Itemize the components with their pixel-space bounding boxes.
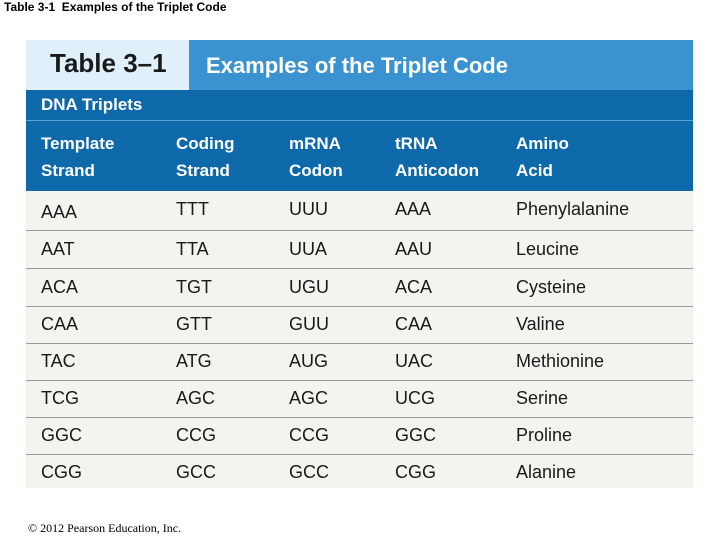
cell-coding: TTA (176, 239, 209, 259)
column-header-row (26, 120, 693, 191)
cell-template: CAA (41, 314, 79, 334)
cell-coding: CCG (176, 425, 216, 445)
header-coding-strand (176, 130, 235, 184)
header-mrna-codon (289, 130, 343, 184)
cell-template: GGC (41, 425, 83, 445)
cell-trna: UCG (395, 388, 435, 408)
header-line: mRNA (289, 134, 341, 153)
header-line: Amino (516, 134, 569, 153)
cell-mrna: AGC (289, 388, 329, 408)
header-line: Anticodon (395, 161, 480, 180)
cell-amino-acid: Alanine (516, 462, 577, 482)
cell-mrna: CCG (289, 425, 329, 445)
cell-coding: AGC (176, 388, 216, 408)
cell-coding: GCC (176, 462, 216, 482)
header-line: Strand (176, 161, 230, 180)
cell-trna: CAA (395, 314, 433, 334)
slide-title: Table 3-1 Examples of the Triplet Code (4, 0, 227, 14)
triplet-code-table (26, 40, 693, 488)
cell-mrna: GUU (289, 314, 329, 334)
cell-amino-acid: Phenylalanine (516, 199, 630, 219)
cell-amino-acid: Serine (516, 388, 569, 408)
table-number-box (26, 40, 189, 90)
table-row (26, 417, 693, 455)
cell-template: ACA (41, 277, 79, 297)
cell-template: AAT (41, 239, 75, 259)
header-line: Coding (176, 134, 235, 153)
table-row (26, 306, 693, 344)
cell-amino-acid: Leucine (516, 239, 580, 259)
table-row (26, 380, 693, 418)
header-amino-acid (516, 130, 569, 184)
table-row (26, 269, 693, 307)
table-row (26, 343, 693, 381)
cell-mrna: UUA (289, 239, 328, 259)
cell-trna: ACA (395, 277, 433, 297)
cell-trna: AAA (395, 199, 432, 219)
cell-trna: UAC (395, 351, 434, 371)
table-caption: Examples of the Triplet Code (206, 53, 508, 78)
table-title-bar (26, 40, 693, 90)
table-number: Table 3–1 (50, 48, 167, 78)
cell-amino-acid: Proline (516, 425, 573, 445)
cell-coding: TGT (176, 277, 212, 297)
header-trna-anticodon (395, 130, 479, 184)
cell-amino-acid: Valine (516, 314, 565, 334)
header-line: tRNA (395, 134, 438, 153)
cell-template: AAA (41, 202, 78, 222)
cell-template: CGG (41, 462, 83, 482)
cell-mrna: UUU (289, 199, 328, 219)
section-header (26, 90, 693, 120)
cell-coding: TTT (176, 199, 209, 219)
cell-trna: GGC (395, 425, 437, 445)
table-row (26, 231, 693, 269)
cell-template: TCG (41, 388, 79, 408)
cell-coding: ATG (176, 351, 212, 371)
header-line: Template (41, 134, 115, 153)
header-line: Acid (516, 161, 553, 180)
copyright-footer: © 2012 Pearson Education, Inc. (28, 521, 182, 535)
cell-mrna: GCC (289, 462, 329, 482)
cell-mrna: AUG (289, 351, 329, 371)
table-row (26, 454, 693, 491)
cell-amino-acid: Methionine (516, 351, 605, 371)
cell-amino-acid: Cysteine (516, 277, 587, 297)
cell-template: TAC (41, 351, 76, 371)
cell-mrna: UGU (289, 277, 329, 297)
cell-trna: AAU (395, 239, 433, 259)
cell-trna: CGG (395, 462, 437, 482)
header-template-strand (41, 130, 114, 184)
cell-coding: GTT (176, 314, 212, 334)
table-row (26, 190, 693, 231)
header-line: Codon (289, 161, 343, 180)
section-label: DNA Triplets (41, 95, 143, 114)
header-line: Strand (41, 161, 95, 180)
